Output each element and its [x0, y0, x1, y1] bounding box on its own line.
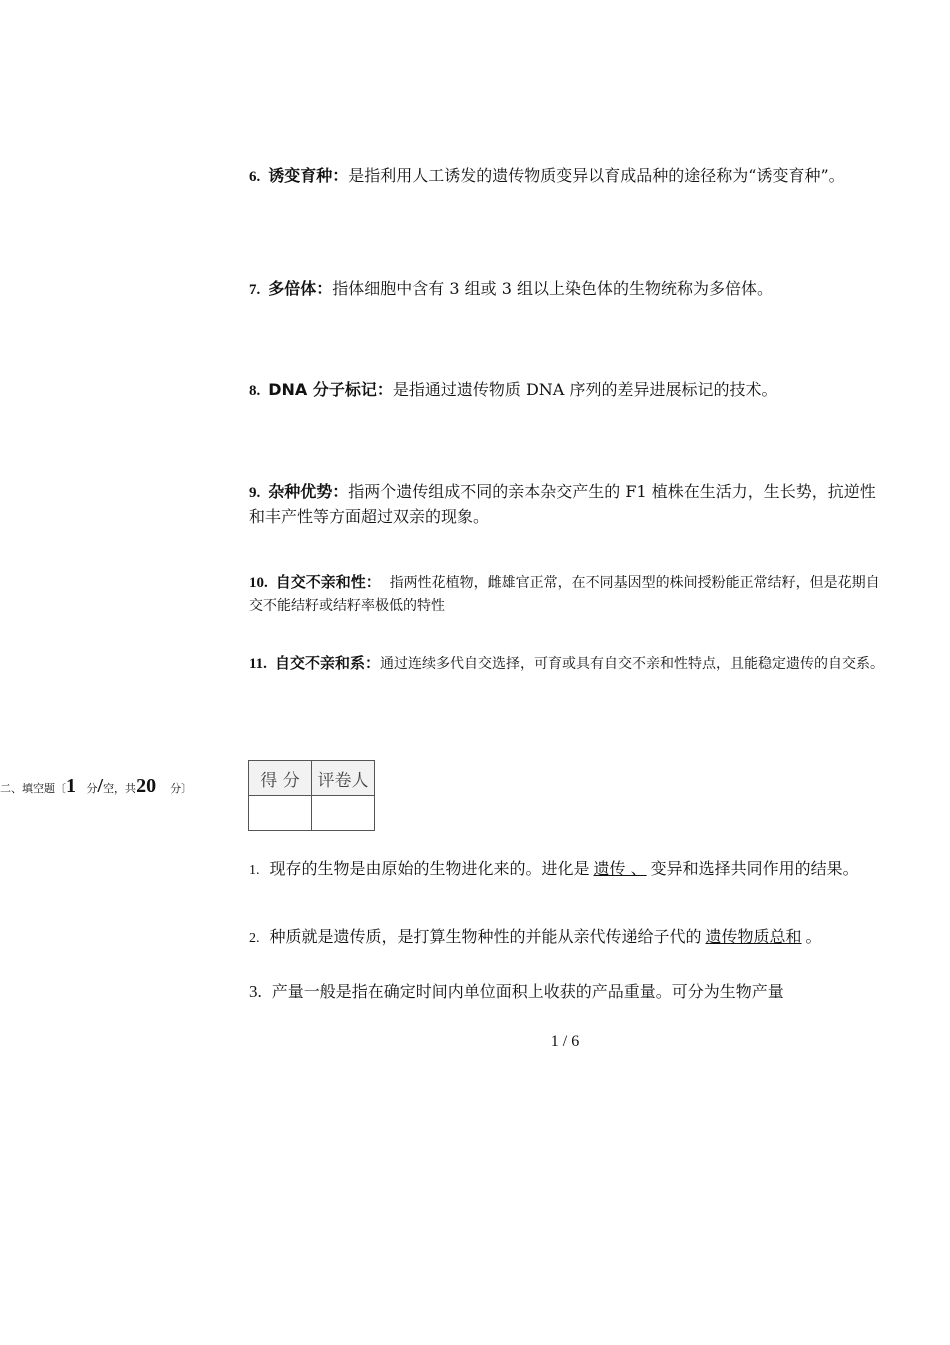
- fill-text-after: 变异和选择共同作用的结果。: [650, 859, 859, 878]
- def-body: 指两个遗传组成不同的亲本杂交产生的 F1 植株在生活力，生长势，抗逆性和丰产性等方面超过双亲的现象。: [249, 482, 876, 526]
- points-per-blank: 1: [66, 775, 76, 797]
- definition-10: [249, 571, 889, 618]
- section-suffix: 分〕: [170, 782, 193, 795]
- fill-text-before: 种质就是遗传质，是打算生物种性的并能从亲代传递给子代的: [269, 927, 702, 946]
- def-number: 10.: [249, 575, 268, 591]
- def-term: 杂种优势：: [268, 482, 349, 501]
- section-heading: [0, 775, 192, 798]
- def-term: 自交不亲和系：: [274, 654, 380, 672]
- section-slash: /: [97, 775, 104, 797]
- section-prefix: 二、填空题〔: [0, 782, 66, 795]
- score-table: [248, 760, 375, 831]
- grader-cell[interactable]: [312, 796, 375, 831]
- def-term: 诱变育种：: [268, 166, 349, 185]
- fill-blank-answer: 遗传 、: [593, 859, 647, 878]
- def-body: 指两性花植物，雌雄官正常，在不同基因型的株间授粉能正常结籽，但是花期自交不能结籽或结籽率极低的特性: [249, 575, 880, 614]
- definition-9: [249, 480, 889, 528]
- fill-item-1: [249, 853, 890, 886]
- def-term: 多倍体：: [268, 279, 333, 298]
- def-body: 是指通过遗传物质 DNA 序列的差异进展标记的技术。: [392, 380, 778, 399]
- fill-text-before: 产量一般是指在确定时间内单位面积上收获的产品重量。可分为生物产量: [271, 982, 784, 1001]
- fill-number: 1.: [249, 863, 260, 878]
- def-number: 11.: [249, 656, 267, 672]
- score-label: 得 分: [249, 761, 312, 796]
- def-number: 8.: [249, 383, 261, 399]
- def-term: 自交不亲和性：: [275, 573, 381, 591]
- section-unit: 分: [86, 782, 98, 795]
- def-body: 通过连续多代自交选择，可育或具有自交不亲和性特点，且能稳定遗传的自交系。: [379, 656, 884, 672]
- definition-7: [249, 277, 889, 302]
- total-points: 20: [136, 775, 157, 797]
- definition-11: [249, 652, 889, 676]
- fill-item-2: [249, 922, 889, 953]
- def-body: 指体细胞中含有 3 组或 3 组以上染色体的生物统称为多倍体。: [332, 279, 773, 298]
- fill-number: 3.: [249, 982, 262, 1001]
- fill-number: 2.: [249, 931, 260, 946]
- fill-text-after: 。: [805, 927, 822, 946]
- def-body: 是指利用人工诱发的遗传物质变异以育成品种的途径称为“诱变育种”。: [348, 166, 845, 185]
- def-number: 6.: [249, 169, 261, 185]
- page-number: 1 / 6: [550, 1033, 580, 1050]
- score-cell[interactable]: [249, 796, 312, 831]
- def-number: 9.: [249, 485, 261, 501]
- fill-blank-answer: 遗传物质总和: [705, 927, 802, 946]
- fill-item-3: [249, 976, 894, 1007]
- def-term: DNA 分子标记：: [268, 380, 393, 399]
- def-number: 7.: [249, 282, 261, 298]
- fill-text-before: 现存的生物是由原始的生物进化来的。进化是: [269, 859, 590, 878]
- definition-6: [249, 164, 889, 189]
- definition-8: [249, 378, 889, 403]
- section-mid: 空，共: [103, 782, 137, 795]
- grader-label: 评卷人: [312, 761, 375, 796]
